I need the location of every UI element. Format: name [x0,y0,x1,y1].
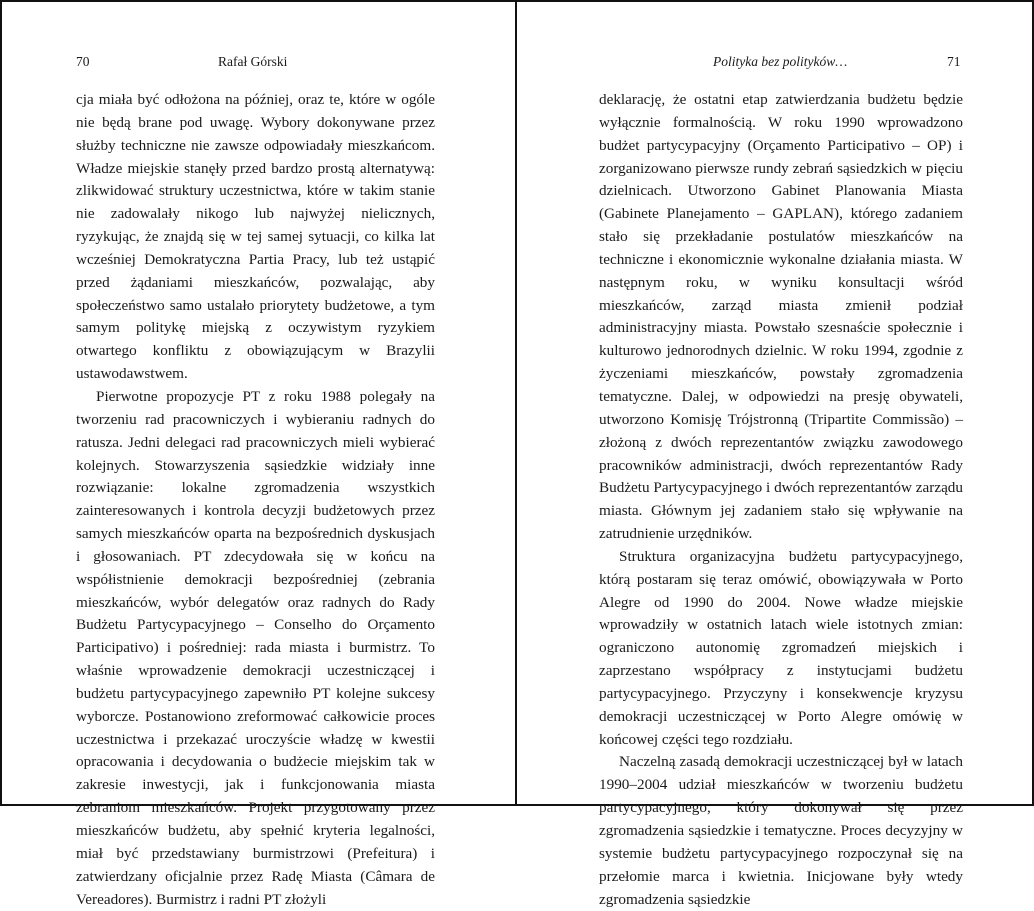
left-running-head: Rafał Górski [218,54,288,69]
left-body-text [76,89,435,911]
left-page [0,0,515,908]
paragraph: Struktura organizacyjna budżetu partycypacyjnego, którą postaram się teraz omówić, obowiązywała w Porto Alegre od 1990 do 2004. Nowe władze miejskie wprowadziły w ostatnich latach wiele istotnych zmian: ograniczono autonomię zgromadzeń miejskich i zaprzestano współpracy z instytucjami budżetu partycypacyjnego. Przyczyny i konsekwencje kryzysu demokracji uczestniczącej w Porto Alegre omówię w końcowej części tego rozdziału. [599,547,963,748]
paragraph: Naczelną zasadą demokracji uczestniczącej był w latach 1990–2004 udział mieszkańców w tworzeniu budżetu partycypacyjnego, który dokonywał się przez zgromadzenia sąsiedzkie i tematyczne. Proces decyzyjny w systemie budżetu partycypacyjnego rozpoczynał się na przełomie marca i kwietnia. Inicjowane były wtedy zgromadzenia sąsiedzkie [599,753,963,908]
right-body-text [599,89,963,911]
paragraph: Pierwotne propozycje PT z roku 1988 polegały na tworzeniu rad pracowniczych i wybieraniu radnych do ratusza. Jedni delegaci rad pracowniczych mieli wybierać kolejnych. Stowarzyszenia sąsiedzkie widziały inne rozwiązanie: lokalne zgromadzenia wszystkich zainteresowanych i kontrola decyzji budżetowych przez samych mieszkańców oparta na bezpośrednich dyskusjach i głosowaniach. PT zdecydowała się w końcu na współistnienie demokracji bezpośredniej (zebrania mieszkańców, wybór delegatów oraz radnych do Rady Budżetu Partycypacyjnego – Conselho do Orçamento Participativo) i pośredniej: rada miasta i burmistrz. To właśnie wprowadzenie demokracji uczestniczącej i budżetu partycypacyjnego zapewniło PT kolejne sukcesy wyborcze. Postanowiono zreformować całkowicie proces uczestnictwa i przekazać uroczyście władzę w kwestii opracowania i decydowania o budżecie miejskim tak w zakresie inwestycji, jak i funkcjonowania miasta zebraniom mieszkańców. Projekt przygotowany przez mieszkańców budżetu, aby spełnić kryteria legalności, miał być przedstawiany burmistrzowi (Prefeitura) i zatwierdzany oficjalnie przez Radę Miasta (Câmara de Vereadores). Burmistrz i radni PT złożyli [76,387,435,908]
paragraph: cja miała być odłożona na później, oraz te, które w ogóle nie będą brane pod uwagę. Wybory dokonywane przez służby techniczne nie zawsze odpowiadały mieszkańcom. Władze miejskie stanęły przed bardzo prostą alternatywą: zlikwidować struktury uczestnictwa, które w takim stanie nie zadowalały nikogo lub najwyżej nielicznych, ryzykując, że znajdą się w tej samej sytuacji, co kilka lat wcześniej Demokratyczna Partia Pracy, lub też ustąpić przed żądaniami mieszkańców, pozwalając, aby społeczeństwo samo ustalało priorytety budżetowe, a tym samym politykę miejską z oczywistym ryzykiem otwartego konfliktu z obowiązującym w Brazylii ustawodawstwem. [76,91,435,383]
right-running-head: Polityka bez polityków… [713,54,848,69]
right-page [517,0,1034,908]
right-page-number: 71 [947,54,961,69]
left-page-number: 70 [76,54,90,69]
paragraph: deklarację, że ostatni etap zatwierdzania budżetu będzie wyłącznie formalnością. W roku 1990 wprowadzono budżet partycypacyjny (Orçamento Participativo – OP) i zorganizowano pierwsze rundy zebrań sąsiedzkich w pięciu dzielnicach. Utworzono Gabinet Planowania Miasta (Gabinete Planejamento – GAPLAN), którego zadaniem stało się przekładanie postulatów mieszkańców na techniczne i ekonomicznie wykonalne działania miasta. W następnym roku, w wyniku konsultacji wśród mieszkańców, zarząd miasta zmienił podział administracyjny miasta. Powstało szesnaście społecznie i kulturowo jednorodnych dzielnic. W roku 1994, zgodnie z życzeniami mieszkańców, powstały zgromadzenia tematyczne. Dalej, w odpowiedzi na presję obywateli, utworzono Komisję Trójstronną (Tripartite Commissão) – złożoną z dwóch reprezentantów związku zawodowego pracowników administracji, dwóch reprezentantów Rady Budżetu Partycypacyjnego i dwóch reprezentantów zarządu miasta. Głównym jej zadaniem stało się wpływanie na zatrudnienie urzędników. [599,91,963,543]
